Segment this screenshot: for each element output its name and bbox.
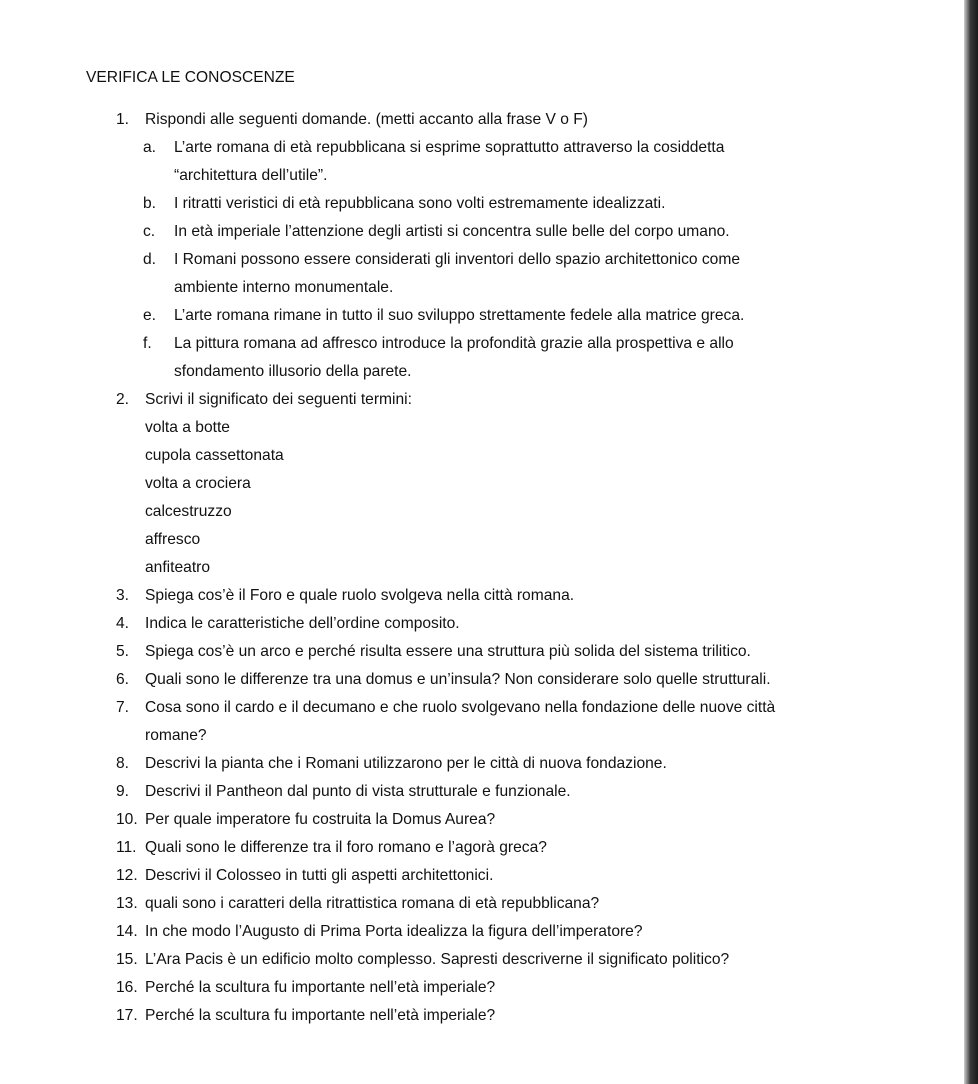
sub-item-text: ambiente interno monumentale. [174,279,394,296]
sub-item-text: “architettura dell’utile”. [174,167,328,184]
question-text: Perché la scultura fu importante nell’età imperiale? [145,1007,496,1024]
question-number: 6. [116,671,130,688]
sub-item-text: I Romani possono essere considerati gli inventori dello spazio architettonico come [174,251,741,268]
question-text: Perché la scultura fu importante nell’età imperiale? [145,979,496,996]
question-text: Quali sono le differenze tra il foro romano e l’agorà greca? [145,839,547,856]
sub-item-text: In età imperiale l’attenzione degli artisti si concentra sulle belle del corpo umano. [174,223,730,240]
question-number: 12. [116,867,138,884]
question-text: L’Ara Pacis è un edificio molto complesso. Sapresti descriverne il significato politico? [145,951,730,968]
sub-item-text: La pittura romana ad affresco introduce la profondità grazie alla prospettiva e allo [174,335,734,352]
question-text: Cosa sono il cardo e il decumano e che ruolo svolgevano nella fondazione delle nuove città [145,699,776,716]
question-text: Rispondi alle seguenti domande. (metti accanto alla frase V o F) [145,111,588,128]
question-number: 7. [116,699,130,716]
question-number: 4. [116,615,130,632]
term-item: cupola cassettonata [145,447,284,464]
question-number: 2. [116,391,130,408]
question-number: 8. [116,755,130,772]
question-text: Per quale imperatore fu costruita la Domus Aurea? [145,811,496,828]
question-number: 17. [116,1007,138,1024]
question-number: 14. [116,923,138,940]
question-text: romane? [145,727,207,744]
question-number: 10. [116,811,138,828]
worksheet-heading: VERIFICA LE CONOSCENZE [86,69,295,86]
question-number: 1. [116,111,130,128]
sub-item-text: sfondamento illusorio della parete. [174,363,412,380]
question-number: 9. [116,783,130,800]
sub-item-letter: c. [143,223,156,240]
question-text: Spiega cos’è un arco e perché risulta essere una struttura più solida del sistema trilitico. [145,643,751,660]
sub-item-letter: f. [143,335,152,352]
term-item: volta a crociera [145,475,251,492]
question-text: Indica le caratteristiche dell’ordine composito. [145,615,460,632]
sub-item-letter: a. [143,139,157,156]
term-item: calcestruzzo [145,503,232,520]
question-text: quali sono i caratteri della ritrattistica romana di età repubblicana? [145,895,600,912]
question-text: Descrivi la pianta che i Romani utilizzarono per le città di nuova fondazione. [145,755,667,772]
term-item: affresco [145,531,201,548]
question-number: 13. [116,895,138,912]
question-number: 15. [116,951,138,968]
question-text: Descrivi il Pantheon dal punto di vista strutturale e funzionale. [145,783,571,800]
sub-item-letter: b. [143,195,157,212]
term-item: volta a botte [145,419,230,436]
sub-item-text: L’arte romana rimane in tutto il suo sviluppo strettamente fedele alla matrice greca. [174,307,745,324]
sub-item-text: L’arte romana di età repubblicana si esprime soprattutto attraverso la cosiddetta [174,139,725,156]
question-text: Descrivi il Colosseo in tutti gli aspetti architettonici. [145,867,494,884]
question-text: Scrivi il significato dei seguenti termini: [145,391,412,408]
sub-item-text: I ritratti veristici di età repubblicana sono volti estremamente idealizzati. [174,195,666,212]
question-number: 11. [116,839,137,856]
sub-item-letter: d. [143,251,157,268]
term-item: anfiteatro [145,559,211,576]
question-number: 3. [116,587,130,604]
question-number: 5. [116,643,130,660]
question-text: In che modo l’Augusto di Prima Porta idealizza la figura dell’imperatore? [145,923,643,940]
page-edge-shadow [964,0,978,1084]
question-number: 16. [116,979,138,996]
sub-item-letter: e. [143,307,157,324]
question-text: Quali sono le differenze tra una domus e un’insula? Non considerare solo quelle strutturali. [145,671,771,688]
question-text: Spiega cos’è il Foro e quale ruolo svolgeva nella città romana. [145,587,575,604]
